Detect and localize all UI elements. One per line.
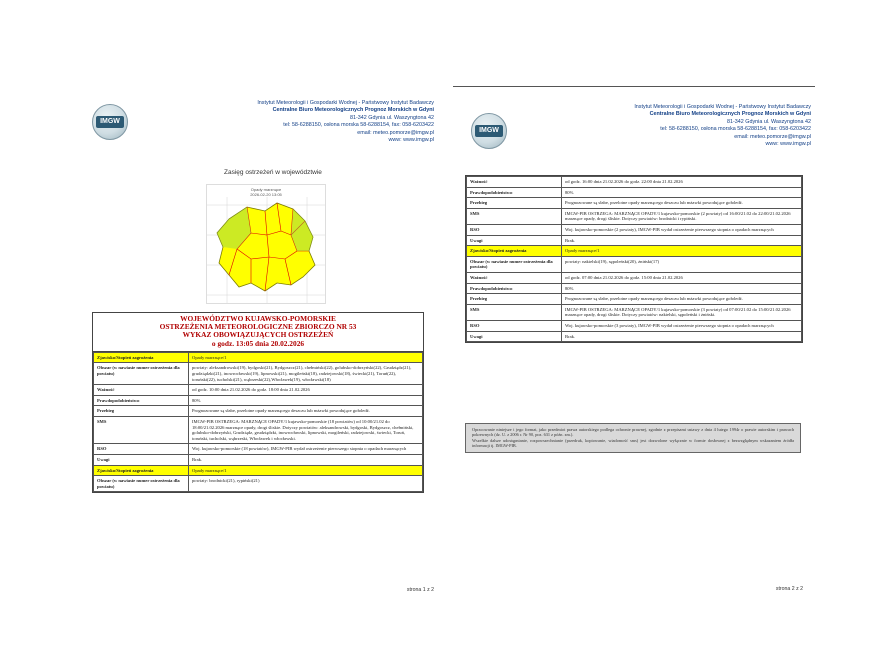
row-value: powiaty: brodnicki(21), rypiński(21) [189,476,423,492]
row-value: Opady marznące/1 [189,465,423,476]
table-row [467,294,802,305]
table-row [467,256,802,272]
row-value: od godz. 10:00 dnia 21.02.2026 do godz. 18:00 dnia 21.02.2026 [189,385,423,396]
row-label: RSO [467,320,562,331]
table-row [94,444,423,455]
office-phones: tel: 58-6288150, osłona morska 58-6288154, fax: 058-6203422 [283,122,434,129]
copyright-line-1: Opracowanie niniejsze i jego format, jako przedmiot prawa autorskiego podlega ochronie prawnej, zgodnie z przepisami ustawy z dnia 4 lutego 1994r o prawie autorskim i prawach pokrewnych (dz. U. z 2006 r. Nr 90, poz. 631 z późn. zm.). [472,427,794,438]
row-label: Uwagi [94,454,189,465]
row-label: Przebieg [94,406,189,417]
imgw-logo [92,104,128,140]
row-value: Prognozowane są słabe, przelotne opady marznącego deszczu lub mżawki powodujące gołoledź. [562,294,802,305]
table-row [94,476,423,492]
map-title: Zasięg ostrzeżeń w województwie [224,169,322,176]
row-value: IMGW-PIB OSTRZEGA: MARZNĄCE OPADY/1 kujawsko-pomorskie (18 powiatów) od 10:00/21.02 do 18:00/21.02.2026 marznące opady, drogi śliskie. Dotyczy powiatów: aleksandrowski, bydgoski, Bydgoszcz, chełmiński, golubsko-dobrzyński, Grudziądz, grudziądzki, inowrocławski, lipnowski, mogileński, radziejowski, świecki, Toruń, toruński, tucholski, wąbrzeski, Włocławek i włocławski. [189,416,423,443]
warnings-table-page-2 [465,175,803,343]
row-value: Woj. kujawsko-pomorskie (18 powiatów), IMGW-PIB wydał ostrzeżenie pierwszego stopnia o opadach marznących [189,444,423,455]
table-row [94,465,423,476]
office-address: 81-342 Gdynia ul. Waszyngtona 42 [349,114,434,121]
row-label: Ważność [94,385,189,396]
map-caption-phenomenon: Opady marznące [250,187,282,192]
page-number-2: strona 2 z 2 [775,586,803,592]
row-value: Woj. kujawsko-pomorskie (2 powiaty), IMGW-PIB wydał ostrzeżenie pierwszego stopnia o opadach marznących [562,224,802,235]
bulletin-time: o godz. 13:05 dnia 20.02.2026 [211,338,305,348]
institute-header [194,100,434,144]
page-number-1: strona 1 z 2 [406,587,434,593]
bulletin-number: OSTRZEŻENIA METEOROLOGICZNE ZBIORCZO NR 53 [159,322,357,332]
logo-text: IMGW [96,116,124,128]
table-row [467,246,802,257]
table-row [467,177,802,188]
table-row [94,352,423,363]
table-row [467,272,802,283]
row-value: Opady marznące/1 [562,246,802,257]
document-page-2 [453,86,815,597]
row-label: Prawdopodobieństwo [467,187,562,198]
row-label: Ważność [467,272,562,283]
imgw-logo [471,113,507,149]
warning-table-continued [466,176,802,342]
row-value: 80% [189,395,423,406]
table-row [467,235,802,246]
row-label: Obszar (w nawiasie numer ostrzeżenia dla powiatu) [94,476,189,492]
row-value: IMGW-PIB OSTRZEGA: MARZNĄCE OPADY/1 kujawsko-pomorskie (3 powiaty) od 07:00/21.02 do 15:00/21.02.2026 marznące opady, drogi śliskie. Dotyczy powiatów: nakielski, sępoleński i żniński. [562,304,802,320]
office-email[interactable]: email: meteo.pomorze@imgw.pl [734,133,811,140]
institute-name: Instytut Meteorologii i Gospodarki Wodnej - Państwowy Instytut Badawczy [634,104,811,110]
table-row [94,454,423,465]
table-row [467,283,802,294]
copyright-line-2: Wszelkie dalsze udostępnianie, rozpowszechnianie (przedruk, kopiowanie, wiadomość sms) jest dozwolone wyłącznie w formie dosłownej z bezwzględnym wskazaniem źródła informacji tj. IMGW-PIB. [472,437,794,449]
office-address: 81-342 Gdynia ul. Waszyngtona 42 [726,118,811,125]
warning-map [206,184,326,304]
table-row [467,208,802,224]
row-label: Prawdopodobieństwo [467,283,562,294]
map-caption-time: 2026-02-20 13:05 [250,192,282,197]
row-value: Opady marznące/1 [189,352,423,363]
table-row [94,385,423,396]
office-www[interactable]: www: www.imgw.pl [388,137,434,144]
office-email[interactable]: email: meteo.pomorze@imgw.pl [357,129,434,136]
row-value: Prognozowane są słabe, przelotne opady marznącego deszczu lub mżawki powodujące gołoledź. [189,406,423,417]
row-label: Przebieg [467,294,562,305]
table-row [94,416,423,443]
row-label: Uwagi [467,235,562,246]
row-value: powiaty: aleksandrowski(19), bydgoski(21), Bydgoszcz(21), chełmiński(22), golubsko-dobrzyński(22), Grudziądz(21), grudziądzki(21), inowrocławski(19), lipnowski(21), mogileński(18), radziejowski(18), świecki(21), Toruń(22), toruński(22), tucholski(21), wąbrzeski(22),Włocławek(19), włocławski(18) [189,363,423,385]
logo-text: IMGW [475,125,503,137]
document-page-1 [78,82,438,602]
row-value: Brak. [562,235,802,246]
row-value: od godz. 07:00 dnia 21.02.2026 do godz. 15:00 dnia 21.02.2026 [562,272,802,283]
row-label: Prawdopodobieństwo [94,395,189,406]
table-row [467,187,802,198]
office-phones: tel: 58-6288150, osłona morska 58-6288154, fax: 058-6203422 [660,126,811,133]
bulletin-title [93,313,423,352]
table-row [467,198,802,209]
bulletin-subtitle: WYKAZ OBOWIĄZUJĄCYCH OSTRZEŻEŃ [182,330,334,340]
row-value: Brak. [562,331,802,342]
row-label: Przebieg [467,198,562,209]
copyright-note [465,423,801,453]
row-label: Zjawisko/Stopień zagrożenia [94,352,189,363]
row-value: 80% [562,187,802,198]
row-label: SMS [467,304,562,320]
row-label: Zjawisko/Stopień zagrożenia [467,246,562,257]
row-label: RSO [94,444,189,455]
row-label: Uwagi [467,331,562,342]
warnings-table-page-1 [92,312,424,493]
table-row [94,395,423,406]
row-value: 80% [562,283,802,294]
table-row [467,320,802,331]
institute-header [571,104,811,148]
row-value: powiaty: nakielski(19), sępoleński(20), żniński(17) [562,256,802,272]
row-value: IMGW-PIB OSTRZEGA: MARZNĄCE OPADY/1 kujawsko-pomorskie (2 powiaty) od 16:00/21.02 do 22:00/21.02.2026 marznące opady, drogi śliskie. Dotyczy powiatów: brodnicki i rypiński. [562,208,802,224]
row-label: Obszar (w nawiasie numer ostrzeżenia dla powiatu) [467,256,562,272]
table-row [94,363,423,385]
row-label: Zjawisko/Stopień zagrożenia [94,465,189,476]
table-row [467,331,802,342]
table-row [467,224,802,235]
office-name: Centralne Biuro Meteorologicznych Prognoz Morskich w Gdyni [649,111,811,118]
office-www[interactable]: www: www.imgw.pl [765,141,811,148]
table-row [467,304,802,320]
warning-table [93,352,423,493]
row-label: Obszar (w nawiasie numer ostrzeżenia dla powiatu) [94,363,189,385]
row-value: Woj. kujawsko-pomorskie (3 powiaty), IMGW-PIB wydał ostrzeżenie pierwszego stopnia o opadach marznących [562,320,802,331]
table-row [94,406,423,417]
row-value: Prognozowane są słabe, przelotne opady marznącego deszczu lub mżawki powodujące gołoledź. [562,198,802,209]
institute-name: Instytut Meteorologii i Gospodarki Wodnej - Państwowy Instytut Badawczy [257,100,434,106]
row-label: RSO [467,224,562,235]
row-label: SMS [467,208,562,224]
voivodeship-map [207,185,325,303]
row-value: Brak. [189,454,423,465]
row-value: od godz. 16:00 dnia 21.02.2026 do godz. 22:00 dnia 21.02.2026 [562,177,802,188]
row-label: Ważność [467,177,562,188]
row-label: SMS [94,416,189,443]
office-name: Centralne Biuro Meteorologicznych Prognoz Morskich w Gdyni [272,107,434,114]
bulletin-voivodeship: WOJEWÓDZTWO KUJAWSKO-POMORSKIE [180,314,336,323]
